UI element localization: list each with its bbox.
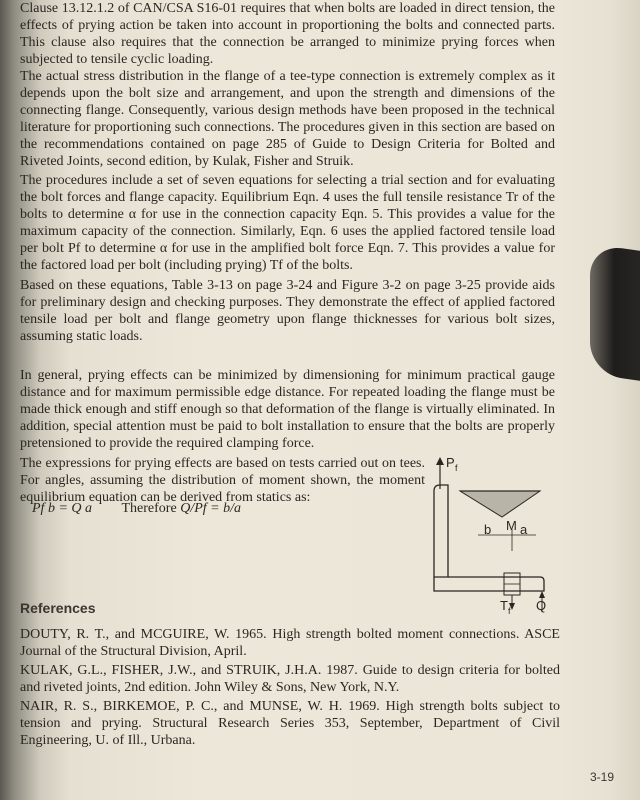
diagram-force-labels xyxy=(492,590,572,618)
label-a: a xyxy=(520,522,528,537)
paragraph-prying-clause: Clause 13.12.1.2 of CAN/CSA S16-01 requires that when bolts are loaded in direct tension, the effects of prying action be taken into account in proportioning the bolts and connected parts. This clause also requires that the connection be arranged to minimize prying forces when subjected to tensile cyclic loading. xyxy=(20,1,555,67)
angle-vertical-leg xyxy=(434,485,448,577)
label-t: T xyxy=(500,598,508,613)
moment-diagram xyxy=(460,491,540,517)
formula-left: Pf b = Q a xyxy=(32,501,92,516)
formula-therefore: Therefore xyxy=(121,501,177,516)
references-heading: References xyxy=(20,600,96,616)
formula-right: Q/Pf = b/a xyxy=(180,501,241,516)
paragraph-angles: The expressions for prying effects are based on tests carried out on tees. For angles, assuming the distribution of moment shown, the moment equilibrium equation can be derived from statics as: xyxy=(20,456,425,505)
label-q: Q xyxy=(536,598,547,613)
label-p: P xyxy=(446,455,455,470)
paragraph-stress-distribution: The actual stress distribution in the flange of a tee-type connection is extremely complex as it depends upon the bolt size and arrangement, and upon the strength and dimensions of the connecting flange. Consequently, various design methods have been proposed in the technical literature for proportioning such connections. The procedures given in this section are based on the recommendations contained on page 285 of Guide to Design Criteria for Bolted and Riveted Joints, second edition, by Kulak, Fisher and Struik. xyxy=(20,69,555,169)
paragraph-procedures: The procedures include a set of seven equations for selecting a trial section and for evaluating the bolt forces and flange capacity. Equilibrium Eqn. 4 uses the full tensile resistance Tr of the bolts to determine α for use in the connection capacity Eqn. 5. This provides a value for the maximum capacity of the connection. Similarly, Eqn. 6 uses the applied factored tensile load per bolt Pf to determine α for use in the amplified bolt force Eqn. 7. This provides a value for the factored load per bolt (including prying) Tf of the bolts. xyxy=(20,173,555,273)
thumb-index-tab xyxy=(590,244,640,382)
angle-horizontal-leg xyxy=(434,577,544,591)
page-number: 3-19 xyxy=(590,770,615,784)
moment-equation xyxy=(32,500,241,517)
pf-arrow-head xyxy=(436,457,444,465)
label-b: b xyxy=(484,522,492,537)
label-p-sub: f xyxy=(455,463,458,473)
reference-item: DOUTY, R. T., and MCGUIRE, W. 1965. High strength bolted moment connections. ASCE Journal of the Structural Division, April. xyxy=(20,627,560,659)
reference-item: KULAK, G.L., FISHER, J.W., and STRUIK, J.H.A. 1987. Guide to design criteria for bolted and riveted joints, 2nd edition. John Wiley & Sons, New York, N.Y. xyxy=(20,663,560,695)
label-t-sub: f xyxy=(508,606,511,616)
paragraph-design-aids: Based on these equations, Table 3-13 on page 3-24 and Figure 3-2 on page 3-25 provide aids for preliminary design and checking purposes. They demonstrate the effect of applied factored tensile load per bolt and flange geometry upon flange thicknesses for various bolt sizes, assuming static loads. xyxy=(20,278,555,344)
label-m: M xyxy=(506,518,517,533)
reference-item: NAIR, R. S., BIRKEMOE, P. C., and MUNSE, W. H. 1969. High strength bolts subject to tension and prying. Structural Research Series 353, September, Department of Civil Engineering, U. of Ill., Urbana. xyxy=(20,699,560,748)
paragraph-minimizing-prying: In general, prying effects can be minimized by dimensioning for minimum practical gauge distance and for maximum permissible edge distance. For repeated loading the flange must be made thick enough and stiff enough so that deformation of the flange is virtually eliminated. In addition, special attention must be paid to bolt installation to ensure that the bolts are properly pretensioned to provide the required clamping force. xyxy=(20,368,555,451)
